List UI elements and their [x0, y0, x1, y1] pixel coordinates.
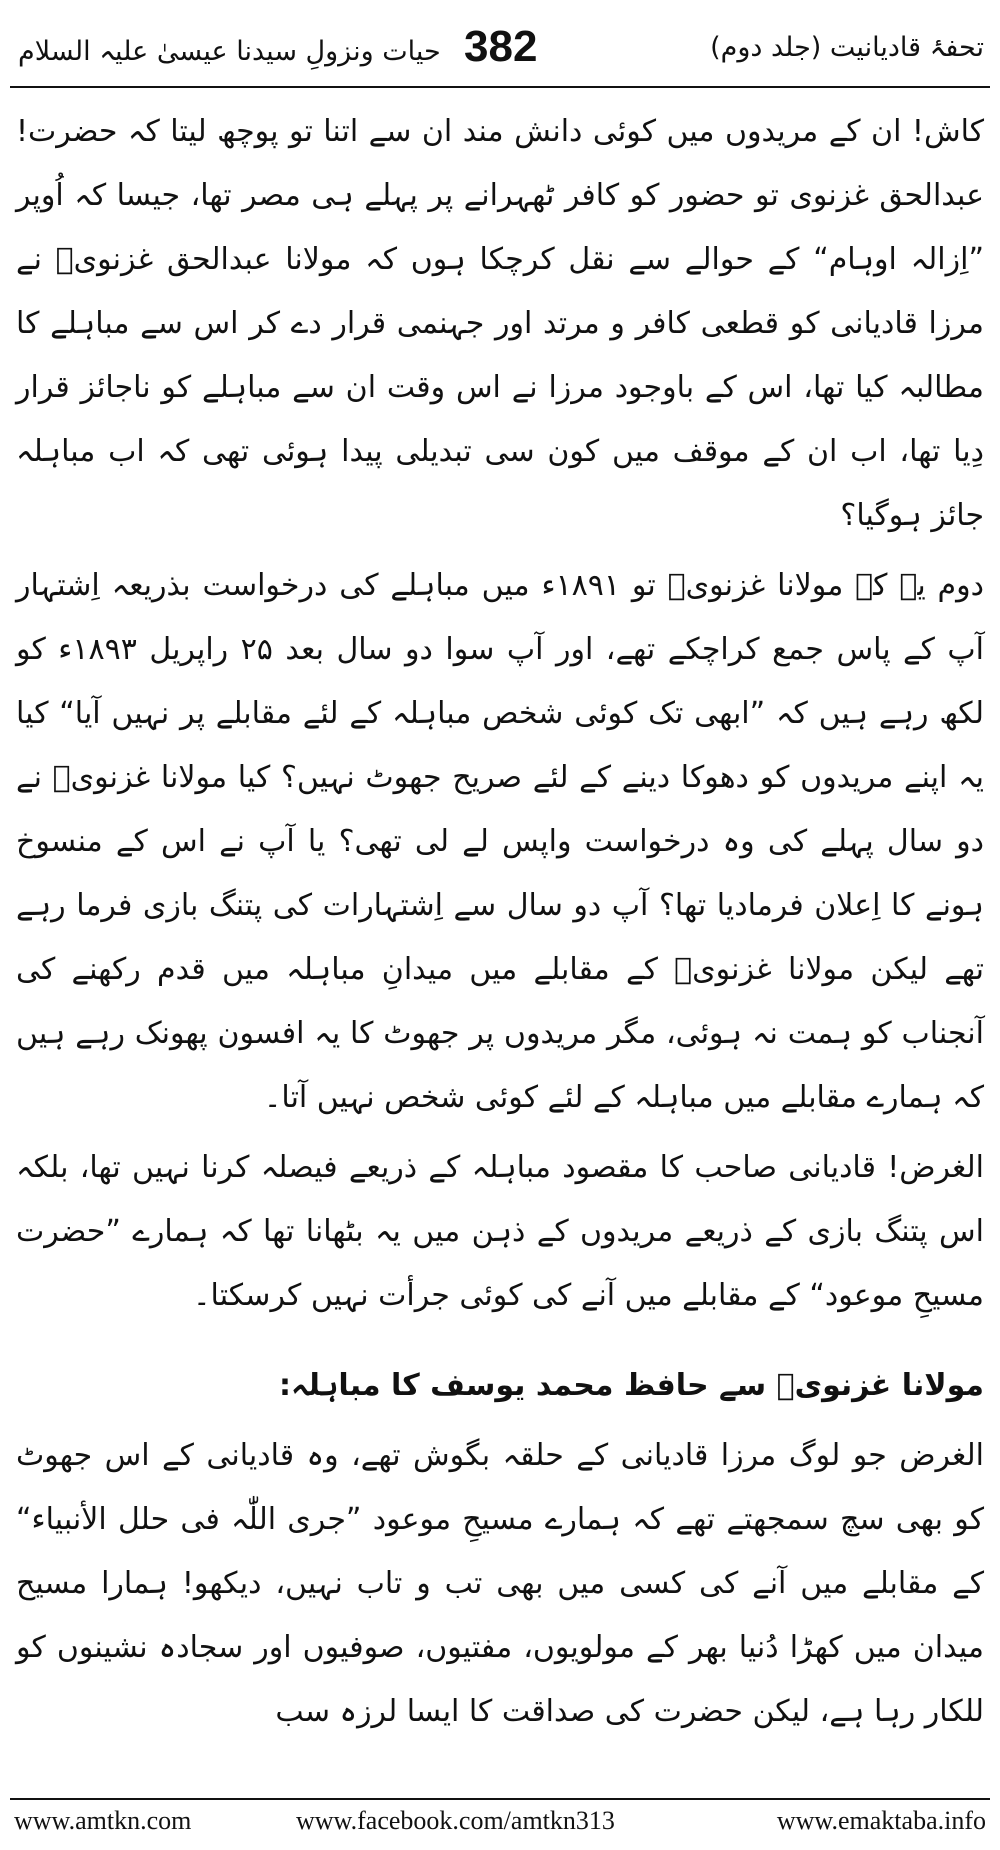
- footer-link-facebook[interactable]: www.facebook.com/amtkn313: [296, 1806, 615, 1835]
- section-heading: مولانا غزنویؒ سے حافظ محمد یوسف کا مباہلہ:: [279, 1368, 984, 1403]
- section-paragraph: الغرض جو لوگ مرزا قادیانی کے حلقہ بگوش تھے، وہ قادیانی کے اس جھوٹ کو بھی سچ سمجھتے تھے کہ ہمارے مسیحِ موعود ”جری اللّٰہ فی حلل الأنبیاء“ کے مقابلے میں آنے کی کسی میں بھی تب و تاب نہیں، دیکھو! ہمارا مسیح میدان میں کھڑا دُنیا بھر کے مولویوں، مفتیوں، صوفیوں اور سجادہ نشینوں کو للکار رہا ہے، لیکن حضرت کی صداقت کا ایسا لرزہ سب: [16, 1438, 984, 1729]
- page-header: [12, 22, 988, 84]
- footer-link-emaktaba[interactable]: www.emaktaba.info: [776, 1806, 986, 1835]
- paragraph-1: کاش! ان کے مریدوں میں کوئی دانش مند ان سے اتنا تو پوچھ لیتا کہ حضرت! عبدالحق غزنوی تو حضور کو کافر ٹھہرانے پر پہلے ہی مصر تھا، جیسا کہ اُوپر ”اِزالہ اوہام“ کے حوالے سے نقل کرچکا ہوں کہ مولانا عبدالحق غزنویؒ نے مرزا قادیانی کو قطعی کافر و مرتد اور جہنمی قرار دے کر اس سے مباہلے کا مطالبہ کیا تھا، اس کے باوجود مرزا نے اس وقت ان سے مباہلے کو ناجائز قرار دِیا تھا، اب ان کے موقف میں کون سی تبدیلی پیدا ہوئی تھی کہ اب مباہلہ جائز ہوگیا؟: [16, 114, 984, 533]
- book-title: تحفۂ قادیانیت (جلد دوم): [710, 32, 984, 63]
- footer-divider: [10, 1798, 990, 1800]
- chapter-title: حیات ونزولِ سیدنا عیسیٰ علیہ السلام: [18, 36, 441, 67]
- page-number: 382: [464, 22, 538, 71]
- paragraph-3: الغرض! قادیانی صاحب کا مقصود مباہلہ کے ذریعے فیصلہ کرنا نہیں تھا، بلکہ اس پتنگ بازی کے ذریعے مریدوں کے ذہن میں یہ بٹھانا تھا کہ ہمارے ”حضرت مسیحِ موعود“ کے مقابلے میں آنے کی کوئی جرأت نہیں کرسکتا۔: [16, 1150, 984, 1313]
- footer-link-amtkn[interactable]: www.amtkn.com: [14, 1806, 192, 1835]
- paragraph-2: دوم یہ کہ مولانا غزنویؒ تو ۱۸۹۱ء میں مباہلے کی درخواست بذریعہ اِشتہار آپ کے پاس جمع کراچکے تھے، اور آپ سوا دو سال بعد ۲۵ راپریل ۱۸۹۳ء کو لکھ رہے ہیں کہ ”ابھی تک کوئی شخص مباہلہ کے لئے مقابلے پر نہیں آیا“ کیا یہ اپنے مریدوں کو دھوکا دینے کے لئے صریح جھوٹ نہیں؟ کیا مولانا غزنویؒ نے دو سال پہلے کی وہ درخواست واپس لے لی تھی؟ یا آپ نے اس کے منسوخ ہونے کا اِعلان فرمادیا تھا؟ آپ دو سال سے اِشتہارات کی پتنگ بازی فرما رہے تھے لیکن مولانا غزنویؒ کے مقابلے میں میدانِ مباہلہ میں قدم رکھنے کی آنجناب کو ہمت نہ ہوئی، مگر مریدوں پر جھوٹ کا یہ افسون پھونک رہے ہیں کہ ہمارے مقابلے میں مباہلہ کے لئے کوئی شخص نہیں آتا۔: [16, 568, 985, 1115]
- page-footer: [14, 1806, 986, 1842]
- page-body: [16, 100, 984, 1750]
- header-divider: [10, 86, 990, 88]
